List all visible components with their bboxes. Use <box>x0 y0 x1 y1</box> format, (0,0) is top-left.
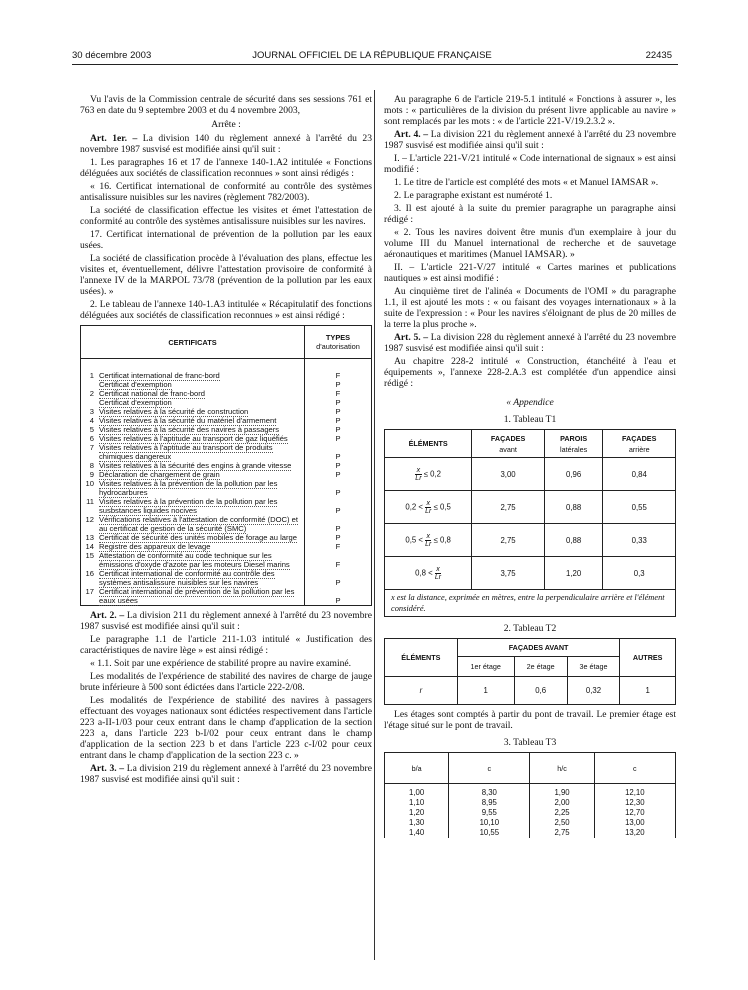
paragraph: 17. Certificat international de prévention de la pollution par les eaux usées. <box>80 229 372 251</box>
t3-cell: 13,00 <box>594 818 675 828</box>
t1-value-cell: 0,88 <box>544 491 603 524</box>
certificates-table <box>80 325 372 606</box>
t2-cell: 0,32 <box>567 677 620 705</box>
cert-type: P <box>305 398 372 407</box>
t2-sub-3e: 3e étage <box>567 657 620 677</box>
table-row <box>385 458 676 491</box>
page-header <box>72 50 672 64</box>
article-5-text: La division 228 du règlement annexé à l'arrêté du 23 novembre 1987 susvisé est modifiée ainsi qu'il suit : <box>384 332 676 354</box>
t1-value-cell: 3,00 <box>472 458 545 491</box>
t3-cell: 1,40 <box>385 828 449 838</box>
cert-type: F <box>305 359 372 381</box>
cert-label-cell <box>98 569 305 587</box>
t1-h3b: latérales <box>560 444 588 454</box>
t3-cell: 1,20 <box>385 808 449 818</box>
cert-number: 10 <box>85 479 94 488</box>
table-row <box>81 461 372 470</box>
cert-number: 15 <box>85 551 94 560</box>
cert-number: 12 <box>85 515 94 524</box>
t3-cell: 13,20 <box>594 828 675 838</box>
header-date: 30 décembre 2003 <box>72 50 152 61</box>
table-row <box>81 587 372 606</box>
cert-label: Visites relatives à l'aptitude au transport de gaz liquéfiés <box>99 434 288 443</box>
paragraph: Le paragraphe 1.1 de l'article 211-1.03 intitulé « Justification des caractéristiques de navire lège » est ainsi rédigé : <box>80 634 372 656</box>
table-row <box>385 798 676 808</box>
article-3-heading: Art. 3. – <box>90 763 125 774</box>
cert-number: 8 <box>89 461 94 470</box>
appendice-heading: « Appendice <box>506 397 554 408</box>
table-row <box>81 533 372 542</box>
t3-cell: 12,70 <box>594 808 675 818</box>
cert-number: 16 <box>85 569 94 578</box>
t1-value-cell: 2,75 <box>472 491 545 524</box>
table-row <box>81 407 372 416</box>
t3-cell: 1,90 <box>530 784 594 799</box>
article-4 <box>384 129 676 151</box>
paragraph: Au chapitre 228-2 intitulé « Construction, étanchéité à l'eau et équipements », l'annexe 228-2.A.3 est complétée d'un appendice ainsi rédigé : <box>384 356 676 389</box>
cert-number: 1 <box>89 371 94 380</box>
t2-sub-2e: 2e étage <box>514 657 567 677</box>
table-row <box>385 524 676 557</box>
article-1 <box>80 133 372 155</box>
t1-body <box>385 458 676 590</box>
t3-header-cell: c <box>594 753 675 784</box>
column-divider <box>374 90 375 960</box>
cert-label-cell <box>98 389 305 398</box>
t3-cell: 8,95 <box>449 798 530 808</box>
article-3 <box>80 763 372 785</box>
cert-label-cell <box>98 533 305 542</box>
article-5 <box>384 332 676 354</box>
article-5-heading: Art. 5. – <box>394 332 429 343</box>
header-page-number: 22435 <box>645 50 672 61</box>
t3-cell: 1,30 <box>385 818 449 828</box>
paragraph: « 1.1. Soit par une expérience de stabilité propre au navire examiné. <box>90 658 352 669</box>
cert-label: Certificat d'exemption <box>99 398 172 407</box>
table-row <box>81 542 372 551</box>
cert-label: Visites relatives à la prévention de la pollution par les hydrocarbures <box>99 479 278 497</box>
types-header <box>305 326 372 359</box>
cert-type: P <box>305 479 372 497</box>
article-4-heading: Art. 4. – <box>394 129 429 140</box>
paragraph-arrete: Arrête : <box>211 119 241 130</box>
cert-number: 3 <box>89 407 94 416</box>
cert-label: Certificat international de franc-bord <box>99 371 220 380</box>
cert-number: 17 <box>85 587 94 596</box>
cert-label: Certificat de sécurité des unités mobiles de forage au large <box>99 533 297 542</box>
paragraph: 1. Le titre de l'article est complété des mots « et Manuel IAMSAR ». <box>394 177 659 188</box>
paragraph: « 2. Tous les navires doivent être munis d'un exemplaire à jour du volume III du Manuel international de recherche et de sauvetage aéronautiques et maritimes (Manuel IAMSAR). » <box>384 227 676 260</box>
cert-label: Visites relatives à l'aptitude au transport de produits chimiques dangereux <box>99 443 273 461</box>
frac-top: x <box>416 466 421 474</box>
cert-type: P <box>305 434 372 443</box>
t2-header-facades-avant: FAÇADES AVANT <box>457 639 620 657</box>
right-column <box>384 94 676 842</box>
cert-label: Registre des appareux de levage <box>99 542 211 551</box>
certificates-body <box>81 359 372 606</box>
cert-type: P <box>305 461 372 470</box>
frac-bottom: Lr <box>425 507 432 515</box>
cert-type: F <box>305 551 372 569</box>
cert-label: Certificat d'exemption <box>99 380 172 389</box>
frac-bottom: Lr <box>434 573 442 581</box>
t3-cell: 1,00 <box>385 784 449 799</box>
t1-op: ≤ 0,8 <box>433 535 451 545</box>
table-row <box>81 389 372 398</box>
t3-cell: 12,10 <box>594 784 675 799</box>
t2-sub-1er: 1er étage <box>457 657 514 677</box>
paragraph: Les étages sont comptés à partir du pont de travail. Le premier étage est l'étage situé sur le pont de travail. <box>384 709 676 731</box>
t1-op: ≤ 0,5 <box>433 502 451 512</box>
t3-cell: 10,10 <box>449 818 530 828</box>
cert-type: F <box>305 542 372 551</box>
paragraph: I. – L'article 221-V/21 intitulé « Code international de signaux » est ainsi modifié : <box>384 153 676 175</box>
x-over-lr-fraction <box>415 467 421 482</box>
t1-pre: 0,2 < <box>405 502 423 512</box>
header-journal: JOURNAL OFFICIEL DE LA RÉPUBLIQUE FRANÇAISE <box>252 50 492 61</box>
t1-element-cell <box>385 557 472 590</box>
t1-value-cell: 0,55 <box>603 491 676 524</box>
paragraph: Au paragraphe 6 de l'article 219-5.1 intitulé « Fonctions à assurer », les mots : « particulières de la division du présent livre applicable au navire » sont remplacés par les mots : « de l'article 221-V/19.2.3.2 ». <box>384 94 676 127</box>
t3-body <box>385 784 676 839</box>
table-t1-title: 1. Tableau T1 <box>503 414 557 425</box>
cert-label-cell <box>98 587 305 606</box>
cert-type: F <box>305 389 372 398</box>
frac-bottom: Lr <box>415 474 422 482</box>
table-row <box>385 557 676 590</box>
table-row <box>81 425 372 434</box>
paragraph: Au cinquième tiret de l'alinéa « Documents de l'OMI » du paragraphe 1.1, il est ajouté les mots : « ou faisant des voyages internationaux » à la suite de l'expression : « Pour les navires s'éloignant de plus de 20 milles de la terre la plus proche ». <box>384 286 676 330</box>
t1-value-cell: 0,33 <box>603 524 676 557</box>
cert-number: 2 <box>89 389 94 398</box>
cert-label-cell <box>98 398 305 407</box>
table-row <box>81 398 372 407</box>
cert-number <box>81 398 99 407</box>
left-column <box>80 94 372 787</box>
cert-label-cell <box>98 416 305 425</box>
t2-header-autres: AUTRES <box>620 639 676 677</box>
article-2-heading: Art. 2. – <box>90 610 125 621</box>
paragraph: Les modalités de l'expérience de stabilité des navires de charge de jauge brute inférieure à 500 sont édictées dans l'article 222-2/08. <box>80 671 372 693</box>
cert-label: Visites relatives à la sécurité de construction <box>99 407 249 416</box>
table-row <box>385 784 676 799</box>
cert-label: Déclaration de chargement de grain <box>99 470 220 479</box>
t1-value-cell: 2,75 <box>472 524 545 557</box>
x-over-lr-fraction <box>425 500 431 515</box>
t3-cell: 2,50 <box>530 818 594 828</box>
paragraph: La société de classification effectue les visites et émet l'attestation de conformité au contrôle des systèmes antisalissure nuisibles sur les navires. <box>80 205 372 227</box>
table-row <box>385 808 676 818</box>
paragraph-vu: Vu l'avis de la Commission centrale de sécurité dans ses sessions 761 et 763 en date du 9 septembre 2003 et du 4 novembre 2003, <box>80 94 372 116</box>
table-row <box>81 380 372 389</box>
paragraph: La société de classification procède à l'évaluation des plans, effectue les visites et, éventuellement, délivre l'attestation provisoire de conformité à l'annexe IV de la MARPOL 73/78 (prévention de la pollution par les eaux usées). » <box>80 253 372 297</box>
t1-header-elements: ÉLÉMENTS <box>385 430 472 458</box>
t2-cell: 1 <box>457 677 514 705</box>
cert-label: Visites relatives à la prévention de la pollution par les susbstances liquides nocives <box>99 497 278 515</box>
cert-number: 6 <box>89 434 94 443</box>
t1-pre: 0,5 < <box>405 535 423 545</box>
table-row <box>385 677 676 705</box>
frac-top: x <box>436 565 440 573</box>
table-row <box>81 497 372 515</box>
types-header-line1: TYPES <box>325 333 351 342</box>
t1-element-cell <box>385 491 472 524</box>
t3-cell: 9,55 <box>449 808 530 818</box>
cert-number: 9 <box>89 470 94 479</box>
certificates-header: CERTIFICATS <box>81 326 305 359</box>
cert-label-cell <box>98 434 305 443</box>
t3-cell: 10,55 <box>449 828 530 838</box>
cert-label-cell <box>98 461 305 470</box>
paragraph: 1. Les paragraphes 16 et 17 de l'annexe 140-1.A2 intitulée « Fonctions déléguées aux sociétés de classification reconnues » sont ainsi rédigés : <box>80 157 372 179</box>
t3-cell: 8,30 <box>449 784 530 799</box>
table-row <box>385 818 676 828</box>
cert-type: P <box>305 515 372 533</box>
cert-type: P <box>305 425 372 434</box>
header-rule <box>72 64 678 65</box>
table-t3-title: 3. Tableau T3 <box>503 737 557 748</box>
table-t2 <box>384 638 676 705</box>
cert-label: Certificat international de prévention de la pollution par les eaux usées <box>99 587 295 605</box>
paragraph: 2. Le paragraphe existant est numéroté 1. <box>394 190 553 201</box>
cert-type: P <box>305 497 372 515</box>
table-row <box>385 828 676 838</box>
cert-label: Visites relatives à la sécurité des navires à passagers <box>99 425 280 434</box>
x-over-lr-fraction <box>435 566 441 581</box>
table-row <box>385 491 676 524</box>
t1-h4a: FAÇADES <box>622 433 657 443</box>
article-1-text: La division 140 du règlement annexé à l'arrêté du 23 novembre 1987 susvisé est modifiée ainsi qu'il suit : <box>80 133 372 155</box>
t1-value-cell: 0,96 <box>544 458 603 491</box>
t1-value-cell: 3,75 <box>472 557 545 590</box>
cert-number: 5 <box>89 425 94 434</box>
cert-label-cell <box>98 443 305 461</box>
article-1-heading: Art. 1er. – <box>90 133 138 144</box>
t1-pre: 0,8 < <box>415 568 433 578</box>
cert-label: Vérifications relatives à l'attestation de conformité (DOC) et au certificat de gestion de la sécurité (SMC) <box>99 515 298 533</box>
cert-label-cell <box>98 425 305 434</box>
cert-label: Visites relatives à la sécurité des engins à grande vitesse <box>99 461 292 470</box>
table-row <box>81 569 372 587</box>
t3-cell: 2,75 <box>530 828 594 838</box>
cert-label-cell <box>98 497 305 515</box>
table-t1 <box>384 429 676 617</box>
cert-type: P <box>305 416 372 425</box>
paragraph: 2. Le tableau de l'annexe 140-1.A3 intitulée « Récapitulatif des fonctions déléguées aux sociétés de classification reconnues » est ainsi rédigé : <box>80 299 372 321</box>
table-t3 <box>384 752 676 838</box>
cert-label: Certificat national de franc-bord <box>99 389 205 398</box>
cert-type: P <box>305 470 372 479</box>
cert-number: 11 <box>86 497 94 506</box>
t2-cell: 1 <box>620 677 676 705</box>
cert-label: Attestation de conformité au code technique sur les émissions d'oxyde d'azote par les moteurs Diesel marins <box>99 551 290 569</box>
t2-cell: r <box>385 677 458 705</box>
t3-cell: 2,25 <box>530 808 594 818</box>
t1-h3a: PAROIS <box>560 433 588 443</box>
t3-cell: 12,30 <box>594 798 675 808</box>
paragraph: « 16. Certificat international de conformité au contrôle des systèmes antisalissure nuisibles sur les navires (règlement 782/2003). <box>80 181 372 203</box>
table-row <box>81 359 372 381</box>
cert-type: P <box>305 587 372 606</box>
paragraph: Les modalités de l'expérience de stabilité des navires à passagers effectuant des voyages nationaux sont édictées respectivement dans l'article 223 a-II-1/03 pour ceux entrant dans le champ d'application de la section 223 a, dans l'article 223 b-I/02 pour ceux entrant dans le champ d'application de la section 223 b et dans l'article 223 c-I/02 pour ceux entrant dans le champ d'application de la section 223 c. » <box>80 695 372 761</box>
cert-label-cell <box>98 542 305 551</box>
cert-label-cell <box>98 551 305 569</box>
cert-label-cell <box>98 479 305 497</box>
cert-label: Certificat international de conformité au contrôle des systèmes antisalissure nuisibles sur les navires <box>99 569 275 587</box>
cert-type: P <box>305 443 372 461</box>
cert-number: 14 <box>85 542 94 551</box>
article-4-text: La division 221 du règlement annexé à l'arrêté du 23 novembre 1987 susvisé est modifiée ainsi qu'il suit : <box>384 129 676 151</box>
table-row <box>81 443 372 461</box>
t3-header-cell: h/c <box>530 753 594 784</box>
t3-header-cell: c <box>449 753 530 784</box>
cert-type: P <box>305 569 372 587</box>
cert-label-cell <box>98 515 305 533</box>
table-row <box>81 551 372 569</box>
t1-h2b: avant <box>499 444 517 454</box>
t3-header-row <box>385 753 676 784</box>
article-2-text: La division 211 du règlement annexé à l'arrêté du 23 novembre 1987 susvisé est modifiée ainsi qu'il suit : <box>80 610 372 632</box>
t1-h2a: FAÇADES <box>490 433 526 443</box>
cert-label-cell <box>98 407 305 416</box>
t1-value-cell: 0,84 <box>603 458 676 491</box>
types-header-line2: d'autorisation <box>316 342 360 351</box>
cert-type: P <box>305 407 372 416</box>
cert-type: P <box>305 533 372 542</box>
t1-header-parois <box>544 430 603 458</box>
t1-value-cell: 0,88 <box>544 524 603 557</box>
t1-op: ≤ 0,2 <box>423 469 441 479</box>
table-row <box>81 416 372 425</box>
table-t2-title: 2. Tableau T2 <box>503 623 557 634</box>
x-over-lr-fraction <box>425 533 431 548</box>
frac-top: x <box>426 499 431 507</box>
table-row <box>81 470 372 479</box>
cert-label-cell <box>98 359 305 381</box>
t1-header-facades-avant <box>472 430 545 458</box>
cert-label-cell <box>98 380 305 389</box>
t3-cell: 1,10 <box>385 798 449 808</box>
paragraph: 3. Il est ajouté à la suite du premier paragraphe un paragraphe ainsi rédigé : <box>384 203 676 225</box>
cert-label-cell <box>98 470 305 479</box>
cert-number: 13 <box>85 533 94 542</box>
frac-top: x <box>426 532 431 540</box>
table-row <box>81 434 372 443</box>
table-row <box>81 515 372 533</box>
article-3-text: La division 219 du règlement annexé à l'arrêté du 23 novembre 1987 susvisé est modifiée ainsi qu'il suit : <box>80 763 372 785</box>
t1-h4b: arrière <box>628 444 650 454</box>
cert-type: P <box>305 380 372 389</box>
t1-footnote: x est la distance, exprimée en mètres, entre la perpendiculaire arrière et l'élément considéré. <box>385 590 676 617</box>
table-row <box>81 479 372 497</box>
cert-label: Visites relatives à la sécurité du matériel d'armement <box>99 416 277 425</box>
paragraph: II. – L'article 221-V/27 intitulé « Cartes marines et publications nautiques » est ainsi modifié : <box>384 262 676 284</box>
cert-number: 7 <box>89 443 94 452</box>
article-2 <box>80 610 372 632</box>
t1-header-facades-arriere <box>603 430 676 458</box>
cert-number <box>81 380 99 389</box>
cert-number: 4 <box>89 416 94 425</box>
t2-header-elements: ÉLÉMENTS <box>385 639 458 677</box>
t3-header-cell: b/a <box>385 753 449 784</box>
t1-value-cell: 1,20 <box>544 557 603 590</box>
frac-bottom: Lr <box>425 540 432 548</box>
t2-cell: 0,6 <box>514 677 567 705</box>
t3-cell: 2,00 <box>530 798 594 808</box>
t1-value-cell: 0,3 <box>603 557 676 590</box>
t1-element-cell <box>385 458 472 491</box>
t1-element-cell <box>385 524 472 557</box>
